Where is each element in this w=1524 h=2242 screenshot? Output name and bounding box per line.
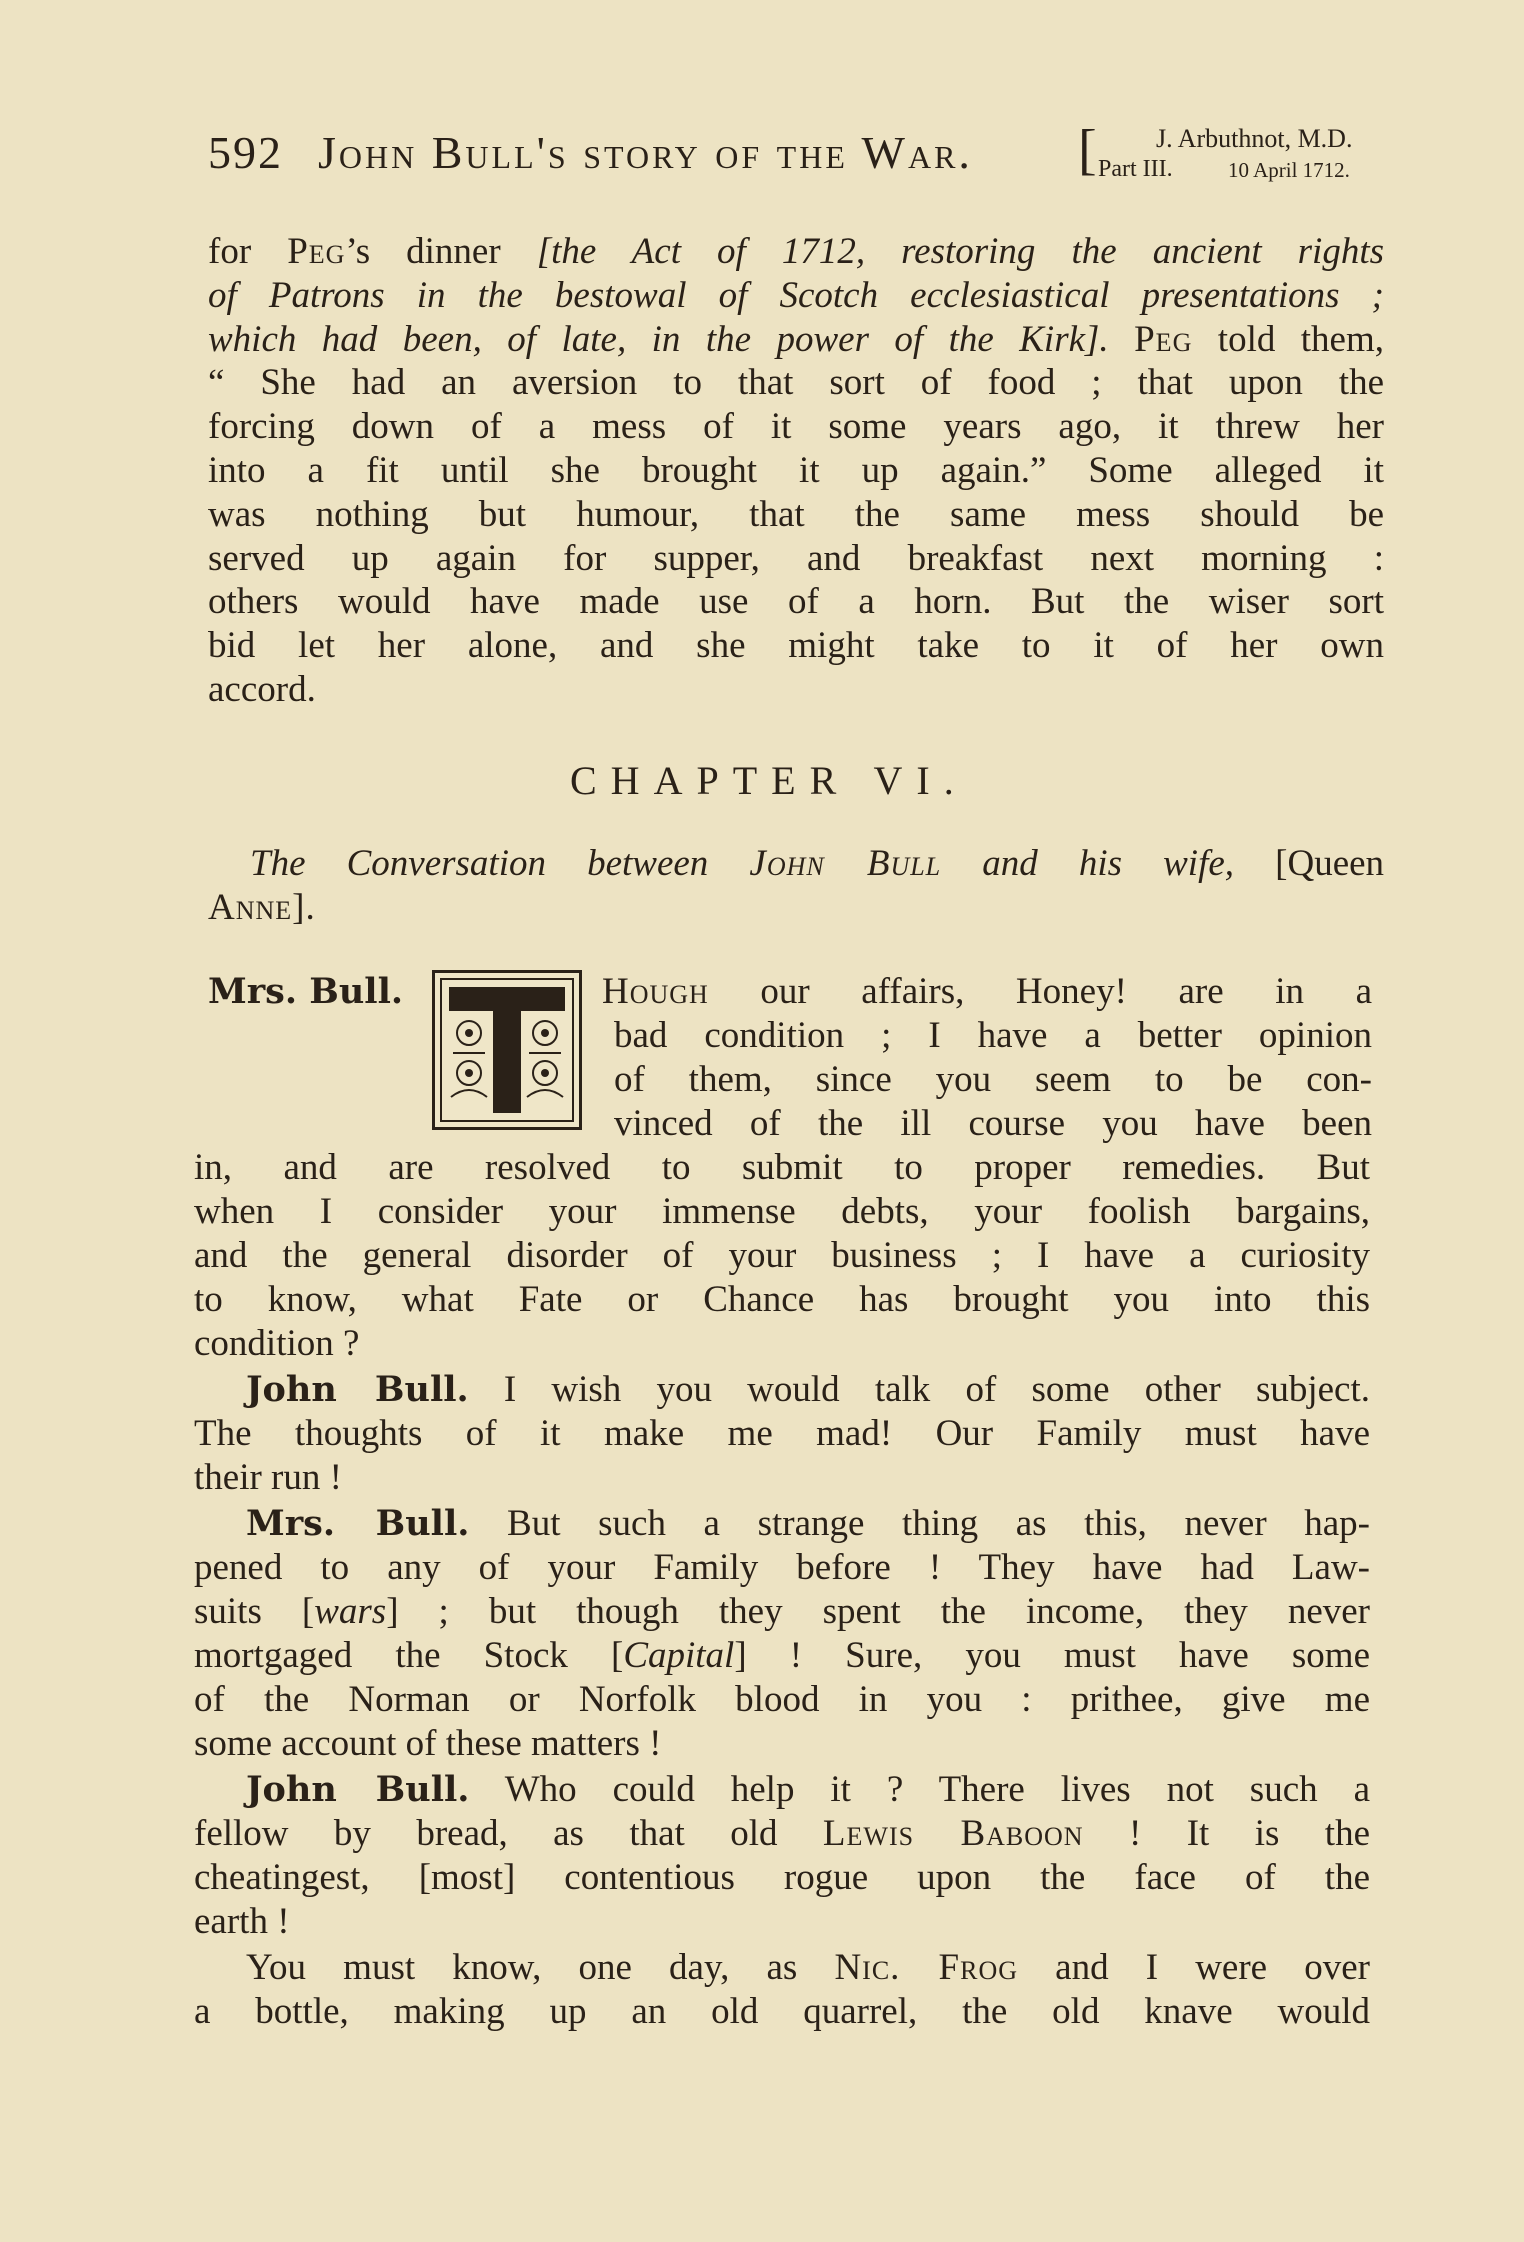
text-line: John Bull. I wish you would talk of some other subject.	[246, 1369, 1370, 1410]
text-line: vinced of the ill course you have been	[614, 1103, 1372, 1144]
chapter-heading: CHAPTER VI.	[570, 758, 968, 803]
text-line: Hough our affairs, Honey! are in a	[602, 971, 1372, 1012]
running-head	[208, 118, 1408, 188]
text-line: some account of these matters !	[194, 1723, 662, 1764]
text-line: a bottle, making up an old quarrel, the old knave would	[194, 1991, 1370, 2032]
text-line: cheatingest, [most] contentious rogue upon the face of the	[194, 1857, 1370, 1898]
head-date: 10 April 1712.	[1228, 158, 1350, 182]
text-line: Mrs. Bull. But such a strange thing as this, never hap-	[246, 1503, 1370, 1544]
text-line: of the Norman or Norfolk blood in you : prithee, give me	[194, 1679, 1370, 1720]
text-line: You must know, one day, as Nic. Frog and I were over	[246, 1947, 1370, 1988]
text-line: pened to any of your Family before ! They have had Law-	[194, 1547, 1370, 1588]
text-line: forcing down of a mess of it some years ago, it threw her	[208, 406, 1384, 447]
head-bracket: [	[1078, 119, 1097, 181]
text-line: John Bull. Who could help it ? There lives not such a	[246, 1769, 1370, 1810]
text-line: condition ?	[194, 1323, 360, 1364]
text-line: which had been, of late, in the power of the Kirk]. Peg told them,	[208, 319, 1385, 360]
chapter-subtitle: The Conversation between John Bull and his wife, [Queen	[250, 843, 1385, 884]
text-line: in, and are resolved to submit to proper remedies. But	[194, 1147, 1370, 1188]
speaker-label: Mrs. Bull.	[208, 971, 404, 1012]
text-line: mortgaged the Stock [Capital] ! Sure, you must have some	[194, 1635, 1371, 1676]
text-line: suits [wars] ; but though they spent the income, they never	[194, 1591, 1370, 1632]
running-title: John Bull's story of the War.	[318, 127, 973, 178]
text-line: served up again for supper, and breakfast next morning :	[208, 538, 1384, 579]
text-line: and the general disorder of your business ; I have a curiosity	[194, 1235, 1370, 1276]
text-line: The thoughts of it make me mad! Our Family must have	[194, 1413, 1370, 1454]
text-line: of Patrons in the bestowal of Scotch ecclesiastical presentations ;	[208, 275, 1384, 316]
text-line: for Peg’s dinner [the Act of 1712, restoring the ancient rights	[208, 231, 1384, 272]
head-part: Part III.	[1098, 156, 1173, 182]
text-line: when I consider your immense debts, your foolish bargains,	[194, 1191, 1370, 1232]
head-author: J. Arbuthnot, M.D.	[1156, 124, 1353, 153]
text-line: bad condition ; I have a better opinion	[614, 1015, 1372, 1056]
text-line: earth !	[194, 1901, 290, 1942]
page-number: 592	[208, 127, 283, 178]
text-line: was nothing but humour, that the same mess should be	[208, 494, 1384, 535]
decorated-initial	[432, 970, 582, 1130]
chapter-subtitle-cont: Anne].	[208, 887, 316, 928]
text-line: bid let her alone, and she might take to it of her own	[208, 625, 1384, 666]
text-line: others would have made use of a horn. But the wiser sort	[208, 581, 1384, 622]
text-line: to know, what Fate or Chance has brought you into this	[194, 1279, 1370, 1320]
text-line: of them, since you seem to be con-	[614, 1059, 1372, 1100]
text-line: into a fit until she brought it up again.” Some alleged it	[208, 450, 1384, 491]
text-line: accord.	[208, 669, 316, 710]
text-line: “ She had an aversion to that sort of food ; that upon the	[208, 362, 1384, 403]
text-line: their run !	[194, 1457, 342, 1498]
text-line: fellow by bread, as that old Lewis Baboon ! It is the	[194, 1813, 1370, 1854]
